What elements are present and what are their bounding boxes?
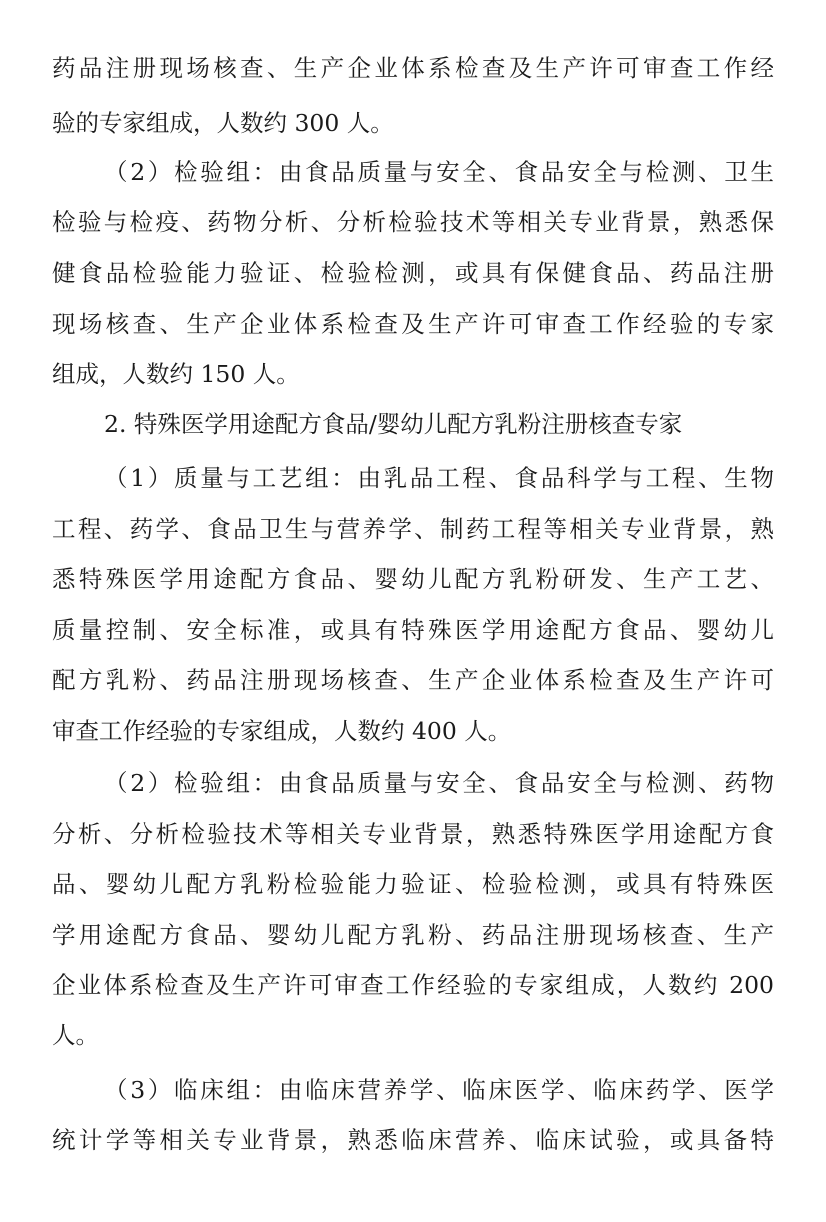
text-line: 现场核查、生产企业体系检查及生产许可审查工作经验的专家 (52, 310, 774, 338)
text-line: （3）临床组：由临床营养学、临床医学、临床药学、医学 (104, 1076, 774, 1104)
text-line: 组成，人数约 150 人。 (52, 360, 300, 388)
section-heading: 2. 特殊医学用途配方食品/婴幼儿配方乳粉注册核查专家 (104, 410, 683, 438)
text-line: 人。 (52, 1021, 99, 1049)
text-line: 工程、药学、食品卫生与营养学、制药工程等相关专业背景，熟 (52, 515, 774, 543)
text-line: 企业体系检查及生产许可审查工作经验的专家组成，人数约 200 (52, 971, 774, 999)
text-line: 审查工作经验的专家组成，人数约 400 人。 (52, 717, 512, 745)
text-line: 药品注册现场核查、生产企业体系检查及生产许可审查工作经 (52, 54, 774, 82)
text-line: 质量控制、安全标准，或具有特殊医学用途配方食品、婴幼儿 (52, 616, 774, 644)
text-line: 配方乳粉、药品注册现场核查、生产企业体系检查及生产许可 (52, 666, 774, 694)
text-line: 统计学等相关专业背景，熟悉临床营养、临床试验，或具备特 (52, 1126, 774, 1154)
text-line: （1）质量与工艺组：由乳品工程、食品科学与工程、生物 (104, 464, 774, 492)
text-line: 品、婴幼儿配方乳粉检验能力验证、检验检测，或具有特殊医 (52, 870, 774, 898)
text-line: 验的专家组成，人数约 300 人。 (52, 109, 394, 137)
text-line: （2）检验组：由食品质量与安全、食品安全与检测、卫生 (104, 158, 774, 186)
text-line: （2）检验组：由食品质量与安全、食品安全与检测、药物 (104, 769, 774, 797)
text-line: 分析、分析检验技术等相关专业背景，熟悉特殊医学用途配方食 (52, 820, 774, 848)
text-line: 检验与检疫、药物分析、分析检验技术等相关专业背景，熟悉保 (52, 208, 774, 236)
text-line: 学用途配方食品、婴幼儿配方乳粉、药品注册现场核查、生产 (52, 921, 774, 949)
text-line: 健食品检验能力验证、检验检测，或具有保健食品、药品注册 (52, 259, 774, 287)
text-line: 悉特殊医学用途配方食品、婴幼儿配方乳粉研发、生产工艺、 (52, 565, 774, 593)
